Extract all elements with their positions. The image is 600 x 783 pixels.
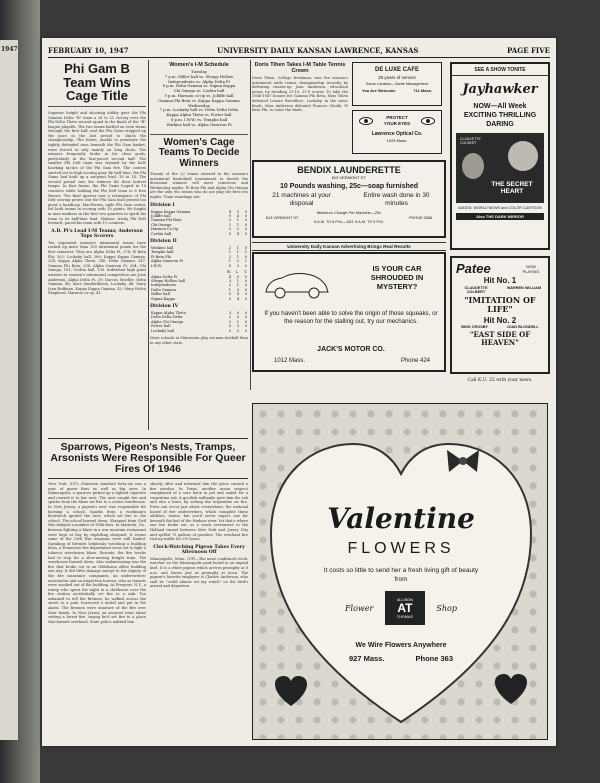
allison-thomas-logo (345, 590, 457, 626)
column-1 (48, 60, 146, 440)
losses: 1 (236, 278, 239, 283)
losses: 1 (236, 222, 239, 227)
deluxe-name: DE LUXE CAFE (374, 67, 419, 73)
portrait-icon (462, 153, 484, 179)
losses: 3 (236, 324, 239, 329)
team-name: Sleepy Hollow hall (151, 278, 186, 283)
losses: 0 (236, 310, 239, 315)
subheadline-adpi: A.D. Pi's Lead I-M Teams; Anderson Tops Scorers (51, 228, 143, 239)
ties: 0 (244, 254, 247, 259)
losses: 4 (236, 296, 239, 301)
bendix-time: Entire wash done in 30 minutes (363, 192, 430, 207)
ad-jayhawker-theater (450, 62, 550, 250)
losses: 4 (236, 214, 239, 219)
table-row (150, 297, 248, 301)
team-name: Independents (151, 283, 176, 288)
team-name: Alpha Omicron Pi (151, 259, 184, 264)
losses: 1 (236, 246, 239, 251)
team-name: Delta Gamma (151, 287, 176, 292)
bendix-machines: 21 machines at your disposal (272, 192, 331, 207)
losses: 3 (236, 263, 239, 268)
ties: 0 (244, 231, 247, 236)
ties: 0 (244, 324, 247, 329)
classified-banner: University Daily Kansan Advertising Brings Real Results (252, 242, 446, 251)
team-name: Foster hall (151, 324, 171, 329)
optical-line2: YOUR EYES (383, 121, 411, 126)
schedule-item: 9 p.m. Harmon co-op vs. Jolliffe hall (164, 92, 234, 98)
jayhawker-logo: Jayhawker (462, 82, 538, 97)
jacks-body: If you haven't been able to solve the origin of those squeaks, or the reason for the stalling out, try our mechanics. (264, 310, 438, 325)
article-cage-teams: Twenty of the 22 teams entered in the women's intramural basketball tournament to decide the divisional winners will meet tomorrow and Wednesday nights. Pi Beta Phi and Alpha Chi Omega are the only two teams who do not play the first two nights. Team standings are: (150, 172, 248, 200)
eye-icon (421, 117, 435, 125)
team-name: Miller hall (151, 292, 170, 297)
wins: 2 (228, 222, 231, 227)
article-table-tennis: Doris Tihen, College freshman, won the women's intramural table tennis championship recently by defeating runner-up Joan Anderson, education junior, by deciding 21-10, 21-8 scores. To take the 1946-1947 honors for Gamma Phi Beta, Miss Tihen defeated Lenore Breedlove, Lockaby, in the semi-finals. Miss Anderson defeated Frances Chubb, Pi Beta Phi, to enter the finals. (252, 76, 348, 113)
valentine-address: 927 Mass. (349, 654, 385, 663)
ties: 0 (244, 227, 247, 232)
team-name: Corbin hall (151, 231, 172, 236)
table-row (150, 329, 248, 333)
headline-cage-teams: Women's Cage Teams To Decide Winners (150, 134, 248, 170)
headline-phi-gam: Phi Gam B Team Wins Cage Title (48, 62, 146, 107)
article-phi-gam: Superior height and shooting ability gave the Phi Gamma Delta "B" team a 28 to 21 victory over the Phi Delta Theta second squad in the finals of the "B" league playoffs. The two teams battled on even terms through the first half, and the Phi Gams stepped up the pace in the last period to clinch the championship. The losers, unable to penetrate the tightly defended area beneath the Phi Gam basket, were forced to rely mainly on long shots. The winners frequently broke in for close goals, particularly in the fast-paced second half. The smaller Phi Delt team was stymied by the ball-hawking tactics of the Phi Gam five. The contest started out in high scoring gear. By half time, the Phi Gams had built up a six-point lead, 18 to 14. The second period saw the winners hit their hottest tempo. In that frame, the Phi Gams looped in 10 counters while holding the Phi Delt team to 6 free throws. The final quarter saw a resurgence of Phi Delt scoring power, but the Phi Gam lead proved too great a handicap. MacFerran, agile Phi Gam center, led both teams in scoring with 10 points. He fought in nine markers in the first two quarters to spark his team to its half-time lead. Holmes, tricky Phi Delt forward, paced his team with 11 counters. (48, 110, 146, 226)
losses: 3 (236, 328, 239, 333)
ties: 0 (244, 283, 247, 288)
wins: 4 (228, 209, 231, 214)
ad-patee-theater (450, 256, 550, 374)
bendix-address: 813 VERMONT ST. (266, 216, 299, 220)
team-name: Harmon Co-Op (151, 227, 179, 232)
schedule-item: Wednesday (188, 102, 210, 108)
deluxe-line1: 28 years of service (378, 75, 416, 80)
table-row (150, 232, 248, 236)
wins: 2 (228, 227, 231, 232)
jacks-name: JACK'S MOTOR CO. (317, 346, 385, 353)
wins: 0 (228, 214, 231, 219)
wins: 2 (228, 319, 231, 324)
deluxe-line2: Same Location—Same Management (365, 82, 429, 86)
losses: 2 (236, 259, 239, 264)
shop-left: Flower (345, 603, 374, 613)
bendix-title: BENDIX LAUNDERETTE (297, 165, 401, 175)
masthead-paper: UNIVERSITY DAILY KANSAN LAWRENCE, KANSAS (217, 46, 419, 55)
ties: 0 (244, 274, 247, 279)
division-2-table (150, 246, 248, 268)
ties: 0 (244, 218, 247, 223)
bendix-hours: 8 A.M. TO 8 P.M.—SAT. 8 A.M. TO 5 P.M. (314, 220, 384, 224)
bendix-phone: PHONE 3368 (408, 216, 432, 220)
previous-page-year: 1947 (1, 46, 18, 53)
jayhawker-see: SEE A SHOW TONITE (452, 67, 548, 76)
schedule-item: 8 p.m. Delta Gamma vs. Sigma Kappa (162, 83, 236, 89)
heart-icon (493, 672, 529, 706)
wins: 1 (228, 259, 231, 264)
losses: 0 (236, 315, 239, 320)
losses: 4 (236, 292, 239, 297)
shop-mid: AT (397, 600, 413, 615)
patee-logo: Patee (456, 261, 491, 276)
jayhawker-now: NOW—All Week (473, 103, 527, 110)
schedule-item: Tuesday (190, 69, 207, 74)
wins: 0 (228, 292, 231, 297)
heart-icon (273, 674, 309, 708)
valentine-phone: Phone 363 (415, 654, 453, 663)
schedule-title: Women's I-M Schedule (169, 62, 229, 68)
wins: 4 (228, 274, 231, 279)
schedule-item: Kappa Alpha Theta vs. Foster hall (166, 112, 232, 118)
team-name: Gamma Phi Beta (151, 218, 182, 223)
article-sparrows-col-b: shortly after and informed him the place carried a fire warden. In Texas, another arson suspect complained of a sore back in jail and asked for a turpentine rub. A goodish nullinabe gave him the rub and also a burn, by setting the turpentine on fire. Fires can occur just about everywhere, the national board of fire underwriters, which compiled these oddities, warns, but you'd never expect one far beneath the bed of the Hudson river. Yet that's where one fire broke out, as a truck overturned in the Holland tunnel between New York and Jersey City and spilled 75 gallons of gasoline. The resultant fire tied up traffic for 2½ hours. (150, 482, 248, 542)
bendix-minimum: Minimum Charge Per Machine—25c (316, 210, 382, 215)
shop-top: ALLISON (396, 597, 413, 602)
headline-sparrows: Sparrows, Pigeon's Nests, Tramps, Arsonists Were Responsible For Queer Fires Of 1946 (48, 438, 248, 479)
optical-name: Lawrence Optical Co. (371, 131, 423, 137)
schedule-item: Gamma Phi Beta vs. Kappa Kappa Gamma (158, 97, 240, 103)
wins: 3 (228, 218, 231, 223)
wins: 2 (228, 254, 231, 259)
losses: 1 (236, 283, 239, 288)
schedule-item: 7 p.m. Lockaby hall vs. Delta Delta Delta (159, 107, 239, 113)
patee-showing: NOW PLAYING (522, 263, 540, 274)
patee-stars2a: BING CROSBY (461, 325, 489, 329)
valentine-wire: We Wire Flowers Anywhere (355, 642, 447, 649)
patee-hit2: Hit No. 2 (483, 316, 517, 325)
shop-bottom: THOMAS (396, 614, 413, 619)
losses: 1 (236, 250, 239, 255)
team-name: Lockaby hall (151, 328, 175, 333)
division-2-title: Division II (150, 239, 177, 245)
eye-icon (359, 117, 373, 125)
deluxe-welcome: You Are Welcome (361, 88, 396, 93)
schedule-item: 7 p.m. Miller hall vs. Sleepy Hollow (164, 73, 234, 79)
ad-deluxe-cafe (352, 62, 442, 106)
team-name: I.W.W. (151, 263, 162, 268)
wins: 0 (228, 296, 231, 301)
schedule-list (150, 70, 248, 128)
losses: 0 (236, 274, 239, 279)
ties: 1 (244, 259, 247, 264)
division-4-table (150, 311, 248, 333)
optical-address: 1025 Mass. (386, 138, 408, 143)
patee-stars2b: JOAN BLONDELL (506, 325, 539, 329)
article-adpi: Ten organized women's intramural teams have racked up more than 150 intramural points for the first semester. They are Alpha Delta Pi, 374; Pi Beta Phi, 302; Lockaby hall, 260; Kappa Kappa Gamma, 254; Kappa Alpha Theta, 240; Delta Gamma, 247; Gamma Phi Beta, 236; Alpha Omicron Pi, 204; Chi Omega, 181; Corbin hall, 159. Individual high point winners in women's intramural competition are Joan Anderson, Alpha Delta Pi, 29; Darcus Mueller, Delta Gamma, 46; Alice Sanderbloem, Lockaby, 46; Mary Jean Hoffman, Kappa Kappa Gamma, 42; Mary Helen Shepherd, Harmon co-op, 41. (48, 240, 146, 296)
jacks-headline: IS YOUR CAR SHROUDED IN MYSTERY? (370, 264, 424, 291)
ad-valentine-flowers (252, 403, 548, 740)
wins: 1 (228, 287, 231, 292)
valentine-tagline: It costs so little to send her a fresh living gift of beauty from (323, 567, 479, 583)
valentine-script: Valentine (327, 502, 475, 535)
ties: 0 (244, 246, 247, 251)
division-4-title: Division IV (150, 303, 179, 309)
ties: 0 (244, 328, 247, 333)
schedule-item: Independents vs. Alpha Delta Pi (168, 78, 230, 84)
division-1-table (150, 210, 248, 236)
ties: 0 (244, 319, 247, 324)
team-name: Chi Omega (151, 222, 172, 227)
ties: 0 (244, 222, 247, 227)
losses: 1 (236, 254, 239, 259)
ties: 0 (244, 263, 247, 268)
losses: 3 (236, 287, 239, 292)
wins: 2 (228, 315, 231, 320)
deluxe-address: 711 Mass. (413, 88, 433, 93)
col-t: T. (243, 270, 247, 275)
team-name: Kappa Alpha Theta (151, 310, 186, 315)
wins: 3 (228, 278, 231, 283)
patee-stars1a: CLAUDETTE COLBERT (464, 286, 488, 294)
masthead (48, 46, 550, 58)
ties: 0 (244, 296, 247, 301)
team-name: Pi Beta Phi (151, 254, 172, 259)
jayhawker-also: Also THE DARK MIRROR (456, 213, 544, 220)
losses: 0 (236, 209, 239, 214)
team-name: Jolliffe hall (151, 214, 171, 219)
ties: 0 (244, 214, 247, 219)
ties: 0 (244, 287, 247, 292)
wins: 0 (228, 328, 231, 333)
jayhawker-film: THE SECRET HEART (491, 181, 533, 195)
column-rule (250, 60, 251, 390)
article-pigeon: Minneapolis, Minn. (UP)—The most confirmed clock-watcher on the Minneapolis park board is an unpaid bird. It is a white pigeon which arrives promptly at 8 a.m. and leaves just as promptly at noon. The pigeon's favorite employee is Charles Anderson, who said he "could almost set my watch" on the bird's arrival and departure. (150, 556, 248, 589)
table-row (150, 264, 248, 268)
wins: 2 (228, 246, 231, 251)
jayhawker-stars: CLAUDETTE COLBERT (460, 137, 481, 145)
valentine-flowers-title: FLOWERS (347, 540, 455, 557)
ties: 1 (244, 250, 247, 255)
column-rule (148, 60, 149, 430)
ad-jacks-motor (252, 252, 446, 372)
newspaper-page (42, 38, 556, 746)
wins: 0 (228, 324, 231, 329)
team-name: Alpha Delta Pi (151, 274, 178, 279)
jacks-address: 1012 Mass. (274, 358, 306, 364)
ribbon-bow-icon (443, 446, 483, 476)
jayhawker-added: ADDED: WORLD NEWS and COLOR CARTOON (458, 206, 542, 210)
ad-bendix-launderette (252, 160, 446, 238)
sparrows-story (48, 438, 248, 740)
col-w: W. (226, 270, 231, 275)
masthead-page: PAGE FIVE (507, 46, 550, 55)
division-3-table (150, 270, 248, 301)
team-name: Kappa Kappa Gamma (151, 209, 191, 214)
ties: 0 (244, 315, 247, 320)
ad-lawrence-optical (352, 110, 442, 154)
subheadline-pigeon: Clock-Watching Pigeon Takes Every Afternoon Off (153, 544, 245, 555)
headline-table-tennis: Doris Tihen Takes I-M Table Tennis Crown (254, 62, 346, 74)
column-2 (150, 60, 248, 440)
ties: 0 (244, 292, 247, 297)
patee-hit1: Hit No. 1 (483, 276, 517, 285)
losses: 2 (236, 227, 239, 232)
patee-film2: "EAST SIDE OF HEAVEN" (469, 330, 531, 347)
losses: 1 (236, 319, 239, 324)
ties: 0 (244, 209, 247, 214)
wins: 0 (228, 263, 231, 268)
schedule-item: Chi Omega vs. Corbin hall (173, 88, 225, 94)
jayhawker-tagline: EXCITING THRILLING DARING (463, 112, 537, 128)
patee-stars1b: WARREN WILLIAM (506, 286, 542, 290)
col-l: L. (235, 270, 239, 275)
team-name: Alpha Chi Omega (151, 319, 183, 324)
ties: 0 (244, 310, 247, 315)
wins: 2 (228, 283, 231, 288)
filler-note: More schools in Minnesota play six-man football than in any other state. (150, 335, 248, 345)
team-name: Templin hall (151, 250, 174, 255)
masthead-date: FEBRUARY 10, 1947 (48, 46, 129, 55)
division-1-title: Division I (150, 202, 175, 208)
article-sparrows-col-a: New York. (UP)—Nineteen hundred forty-six was a year of queer fires as well as big ones. In Minneapolis, a sparrow picked up a lighted cigarette and carried it to her nest. The nest caught fire and sparks from the blaze set fire to a cotton warehouse. In New Jersey, a pigeon's nest was responsible for burning a school. Sparks from a workman's blowtorch ignited the nest, which set fire to the school. The school burned down. Shrapnel from Civil War delayed a number of 1946 fires. In Marietta, Ga., firemen fighting a blaze in a war museum restaurant were kept at bay by exploding shrapnel. It seems some of the Civil War weapons were still loaded. Speaking of firemen helplessly watching a building burn, a Tennessee fire department went out to fight a tobacco warehouse blaze. Enroute, the fire trucks had to stop for a slow-moving freight train. The warehouse burned down. Also embarrassing was the fire that broke out in an Oklahoma office building one day. It did little damage except to the dignity of the fire insurance companies, an underwriters' association and an inspection bureau, who as tenants were smoked out of the building. At Freeport, N.Y., a tramp who spent the night in a clubhouse over the fire station accidentally set fire to a sofa. Too ashamed to tell the firemen, he walked across the street to a pole, borrowed a nickel and put in the alarm. The firemen were unaware of the fire over their heads. In New Jersey, an arsonist went about setting a forest fire, saying he'd set fire to a place that burned overhead. State police nabbed him (48, 482, 146, 624)
wins: 0 (228, 231, 231, 236)
optical-line1: PROTECT (386, 115, 408, 120)
patee-film1: "IMITATION OF LIFE" (464, 295, 536, 314)
schedule-item: 8 p.m. I.W.W. vs. Templin hall (170, 116, 228, 122)
team-name: Watkins hall (151, 246, 174, 251)
team-name: Sigma Kappa (151, 296, 176, 301)
car-icon (262, 268, 332, 300)
portrait-icon (508, 141, 538, 171)
schedule-item: Watkins hall vs. Alpha Omicron Pi (166, 121, 232, 127)
ties: 0 (244, 278, 247, 283)
jacks-phone: Phone 424 (400, 358, 430, 364)
losses: 4 (236, 231, 239, 236)
shop-right: Shop (436, 603, 457, 613)
wins: 1 (228, 250, 231, 255)
wins: 3 (228, 310, 231, 315)
jayhawker-poster (456, 133, 544, 203)
bendix-addr-top: 813 VERMONT ST. (331, 175, 367, 180)
losses: 1 (236, 218, 239, 223)
previous-page-edge (0, 40, 18, 740)
call-ku-note: Call K.U. 25 with your news. (467, 378, 533, 383)
bendix-headline: 10 Pounds washing, 25c—soap furnished (279, 183, 419, 190)
team-name: Delta Delta Delta (151, 315, 183, 320)
